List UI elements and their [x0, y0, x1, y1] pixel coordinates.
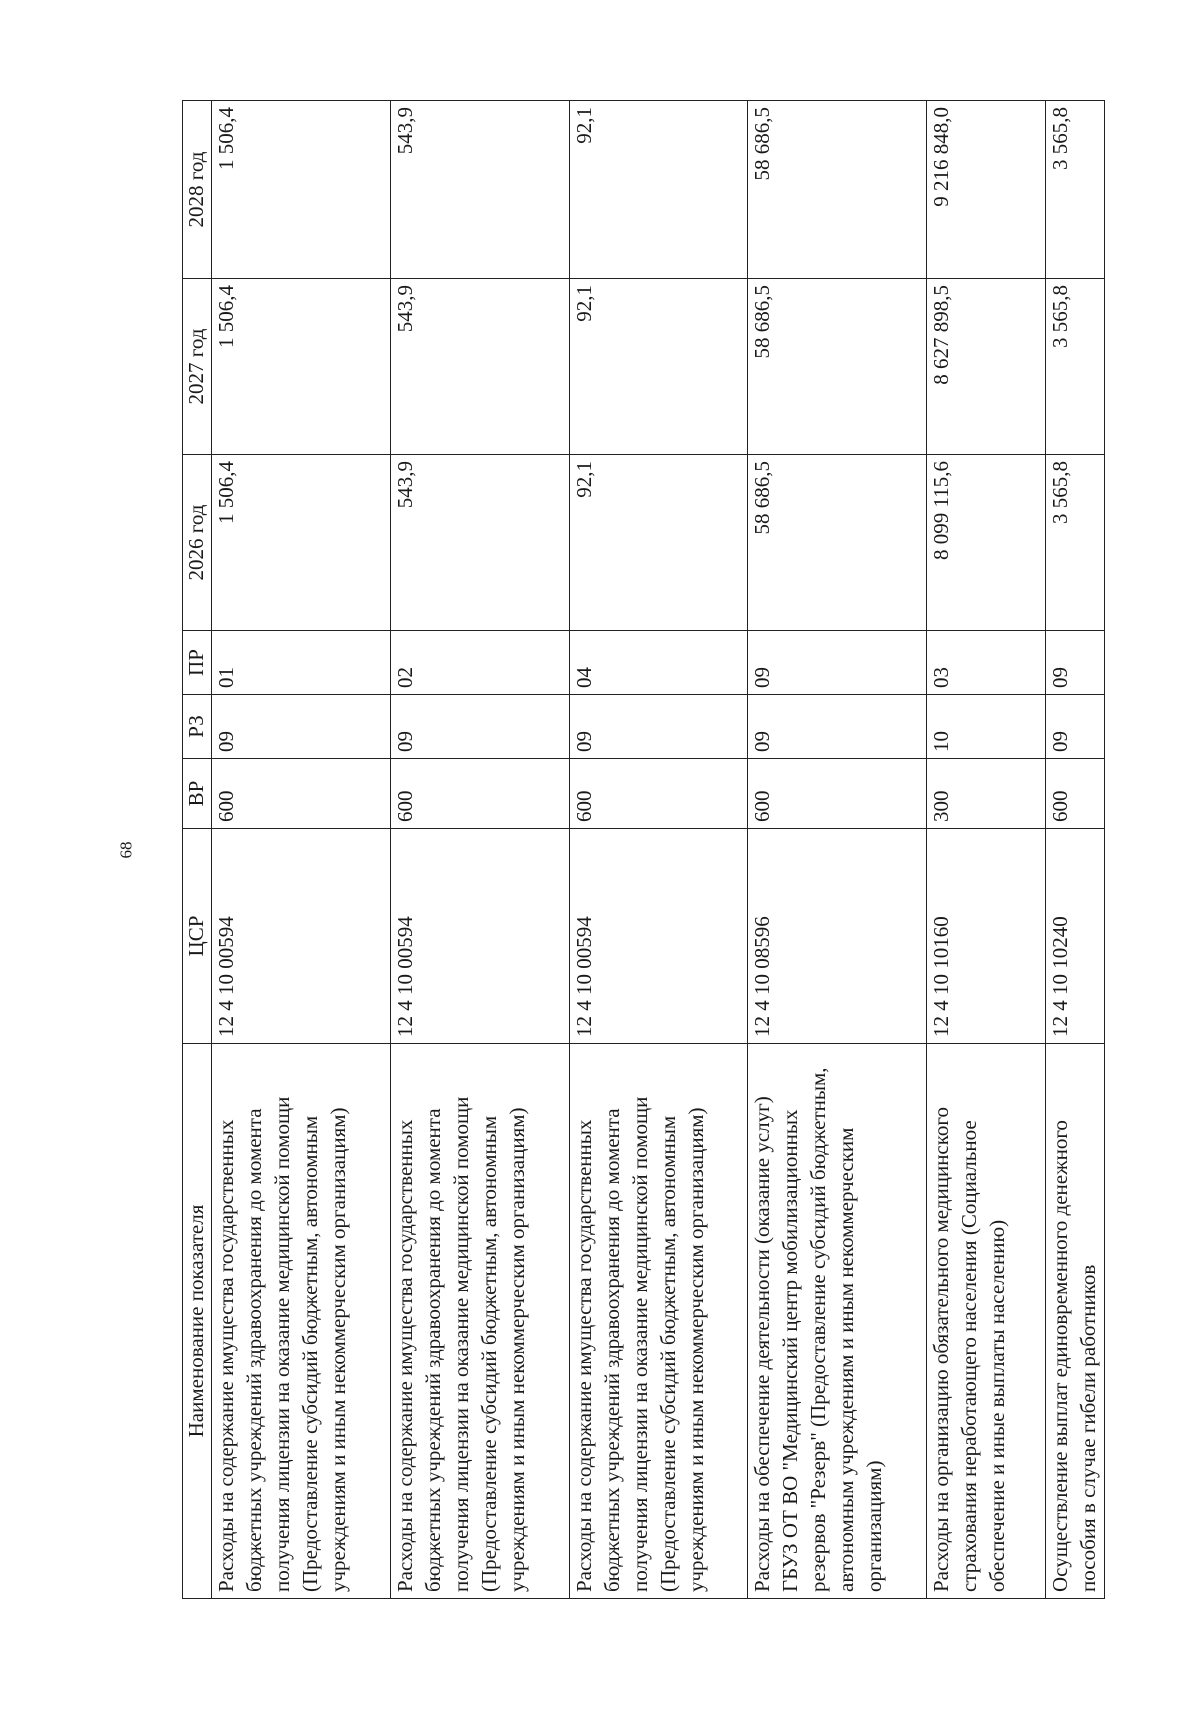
cell-2028: 1 506,4 [212, 101, 391, 279]
cell-vr: 600 [390, 759, 569, 829]
cell-2026: 543,9 [390, 455, 569, 631]
cell-2026: 3 565,8 [1046, 455, 1105, 631]
cell-2028: 58 686,5 [748, 101, 927, 279]
cell-pr: 03 [927, 631, 1046, 695]
cell-2026: 8 099 115,6 [927, 455, 1046, 631]
header-name: Наименование показателя [183, 1044, 212, 1599]
header-rz: РЗ [183, 695, 212, 759]
cell-rz: 10 [927, 695, 1046, 759]
table-row [569, 101, 748, 1599]
cell-vr: 600 [212, 759, 391, 829]
cell-2027: 92,1 [569, 279, 748, 455]
cell-name: Расходы на содержание имущества государственных бюджетных учреждений здравоохранения до момента получения лицензии на оказание медицинской помощи (Предоставление субсидий бюджетным, автономным учреждениям и иным некоммерческим организациям) [390, 1044, 569, 1599]
cell-vr: 300 [927, 759, 1046, 829]
cell-rz: 09 [390, 695, 569, 759]
cell-2027: 3 565,8 [1046, 279, 1105, 455]
cell-vr: 600 [1046, 759, 1105, 829]
cell-pr: 09 [1046, 631, 1105, 695]
cell-pr: 04 [569, 631, 748, 695]
cell-pr: 01 [212, 631, 391, 695]
cell-2026: 1 506,4 [212, 455, 391, 631]
cell-rz: 09 [748, 695, 927, 759]
cell-2026: 92,1 [569, 455, 748, 631]
cell-2028: 92,1 [569, 101, 748, 279]
cell-2027: 58 686,5 [748, 279, 927, 455]
cell-csr: 12 4 10 00594 [390, 829, 569, 1044]
cell-2028: 3 565,8 [1046, 101, 1105, 279]
table-header-row [183, 101, 212, 1599]
cell-2027: 8 627 898,5 [927, 279, 1046, 455]
budget-table [182, 100, 1105, 1599]
cell-2028: 543,9 [390, 101, 569, 279]
cell-vr: 600 [748, 759, 927, 829]
cell-pr: 02 [390, 631, 569, 695]
header-csr: ЦСР [183, 829, 212, 1044]
header-pr: ПР [183, 631, 212, 695]
cell-pr: 09 [748, 631, 927, 695]
cell-csr: 12 4 10 00594 [569, 829, 748, 1044]
header-2028: 2028 год [183, 101, 212, 279]
cell-csr: 12 4 10 10160 [927, 829, 1046, 1044]
header-2027: 2027 год [183, 279, 212, 455]
header-2026: 2026 год [183, 455, 212, 631]
table-row [1046, 101, 1105, 1599]
cell-name: Расходы на организацию обязательного медицинского страхования неработающего населения (Социальное обеспечение и иные выплаты населению) [927, 1044, 1046, 1599]
cell-name: Осуществление выплат единовременного денежного пособия в случае гибели работников [1046, 1044, 1105, 1599]
header-vr: ВР [183, 759, 212, 829]
cell-csr: 12 4 10 10240 [1046, 829, 1105, 1044]
cell-rz: 09 [569, 695, 748, 759]
cell-name: Расходы на содержание имущества государственных бюджетных учреждений здравоохранения до момента получения лицензии на оказание медицинской помощи (Предоставление субсидий бюджетным, автономным учреждениям и иным некоммерческим организациям) [569, 1044, 748, 1599]
cell-csr: 12 4 10 08596 [748, 829, 927, 1044]
page-number: 68 [116, 841, 136, 859]
table-row [927, 101, 1046, 1599]
cell-name: Расходы на обеспечение деятельности (оказание услуг) ГБУЗ ОТ ВО "Медицинский центр мобилизационных резервов "Резерв" (Предоставление субсидий бюджетным, автономным учреждениям и иным некоммерческим организациям) [748, 1044, 927, 1599]
cell-rz: 09 [212, 695, 391, 759]
table-row [212, 101, 391, 1599]
cell-rz: 09 [1046, 695, 1105, 759]
table-row [390, 101, 569, 1599]
cell-csr: 12 4 10 00594 [212, 829, 391, 1044]
cell-2026: 58 686,5 [748, 455, 927, 631]
cell-2027: 1 506,4 [212, 279, 391, 455]
table-row [748, 101, 927, 1599]
cell-2027: 543,9 [390, 279, 569, 455]
cell-name: Расходы на содержание имущества государственных бюджетных учреждений здравоохранения до момента получения лицензии на оказание медицинской помощи (Предоставление субсидий бюджетным, автономным учреждениям и иным некоммерческим организациям) [212, 1044, 391, 1599]
cell-vr: 600 [569, 759, 748, 829]
budget-table-container [182, 101, 1200, 1592]
cell-2028: 9 216 848,0 [927, 101, 1046, 279]
